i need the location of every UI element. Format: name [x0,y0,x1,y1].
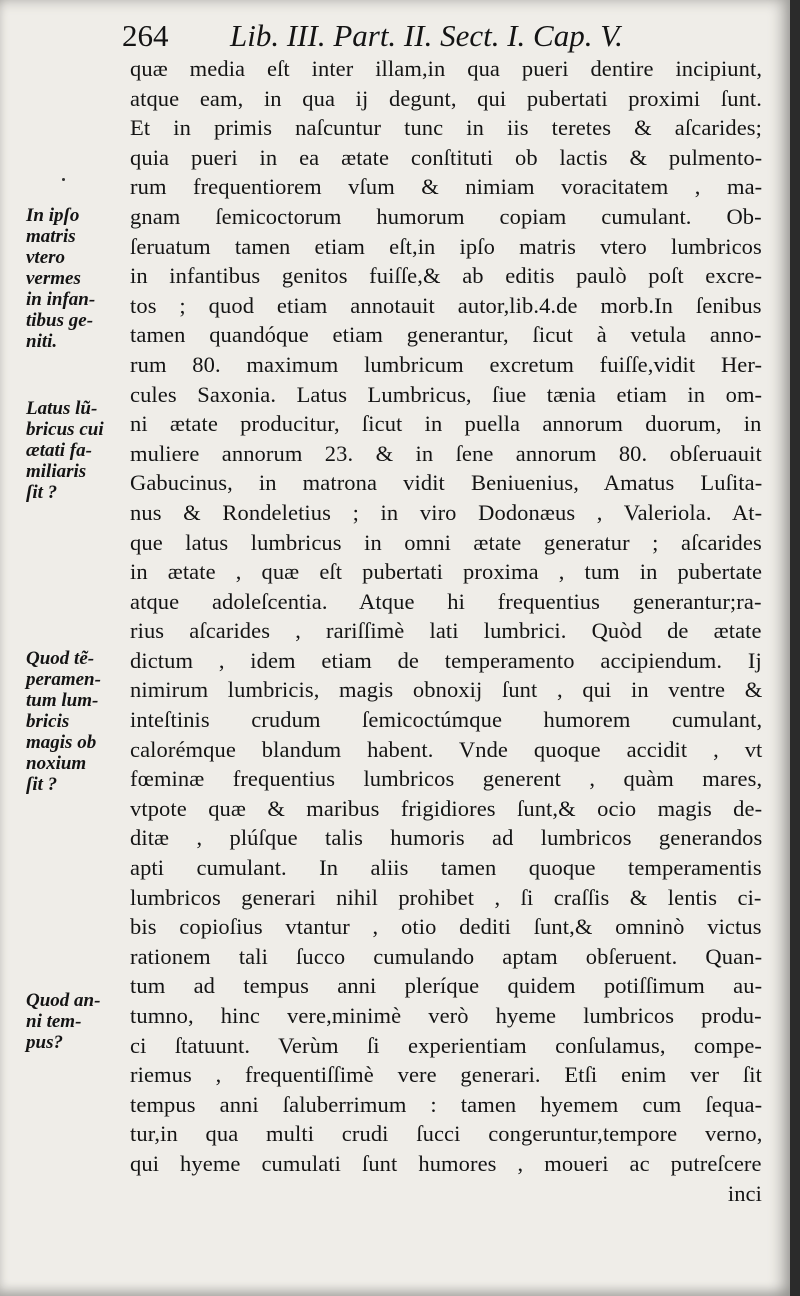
text-line: inteſtinis crudum ſemicoctúmque humorem cumulant, [130,707,763,733]
text-line: in ætate , quæ eſt pubertati proxima , tum in pubertate [130,559,763,585]
text-line: gnam ſemicoctorum humorum copiam cumulant. Ob- [130,203,762,229]
text-line: dictum , idem etiam de temperamento accipiendum. Ij [130,647,762,673]
text-line: qui hyeme cumulati ſunt humores , moueri ac putreſcere [130,1150,762,1176]
page-edge-shadow [790,0,800,1296]
text-line: ſeruatum tamen etiam eſt,in ipſo matris vtero lumbricos [130,233,762,259]
text-line: calorémque blandum habent. Vnde quoque accidit , vt [130,736,763,762]
text-line: quia pueri in ea ætate conſtituti ob lactis & pulmento- [130,144,763,170]
text-line: tur,in qua multi crudi ſucci congeruntur,tempore verno, [130,1121,763,1147]
text-line: bis copioſius vtantur , otio dediti ſunt,& omninò victus [130,914,762,940]
page-header [122,18,762,58]
text-line: rius aſcarides , rariſſimè lati lumbrici. Quòd de ætate [130,618,762,644]
text-line: muliere annorum 23. & in ſene annorum 80. obſeruauit [130,440,762,466]
text-line: in infantibus genitos fuiſſe,& ab editis paulò poſt excre- [130,263,763,289]
text-line: fœminæ frequentius lumbricos generent , quàm mares, [130,766,763,792]
text-line: nimirum lumbricis, magis obnoxij ſunt , qui in ventre & [130,677,763,703]
text-line: tos ; quod etiam annotauit autor,lib.4.de morb.In ſenibus [130,292,762,318]
margin-note-2: Latus lũ- bricus cui ætati fa- miliaris ſit ? [26,398,104,503]
text-line: riemus , frequentiſſimè vere generari. Etſi enim ver ſit [130,1062,762,1088]
text-line: quæ media eſt inter illam,in qua pueri dentire incipiunt, [130,56,763,81]
text-line: cules Saxonia. Latus Lumbricus, ſiue tænia etiam in om- [130,381,763,407]
text-line: tamen quandóque etiam generantur, ſicut à vetula anno- [130,322,762,348]
text-line: Et in primis naſcuntur tunc in iis teretes & aſcarides; [130,115,762,141]
text-line: lumbricos generari nihil prohibet , ſi craſſis & lentis ci- [130,884,762,910]
ink-speck [62,178,65,181]
text-line: ditæ , plúſque talis humoris ad lumbricos generandos [130,825,763,851]
text-line: rum 80. maximum lumbricum excretum fuiſſe,vidit Her- [130,351,763,377]
body-text [130,54,762,1208]
text-line: ni ætate producitur, ſicut in puella annorum duorum, in [130,411,762,437]
running-title: Lib. III. Part. II. Sect. I. Cap. V. [230,18,623,53]
margin-note-4: Quod an- ni tem- pus? [26,990,101,1053]
text-line: tempus anni ſaluberrimum : tamen hyemem cum ſequa- [130,1091,763,1117]
text-line: rum frequentiorem vſum & nimiam voracitatem , ma- [130,174,763,200]
text-line: apti cumulant. In aliis tamen quoque temperamentis [130,855,762,881]
margin-note-1: In ipſo matris vtero vermes in infan- tibus ge- niti. [26,205,96,352]
text-line: rationem tali ſucco cumulando aptam obſeruent. Quan- [130,943,763,969]
text-line: que latus lumbricus in omni ætate generatur ; aſcarides [130,529,762,555]
text-line: Gabucinus, in matrona vidit Beniuenius, Amatus Luſita- [130,470,763,496]
margin-note-3: Quod tẽ- peramen- tum lum- bricis magis ob noxium ſit ? [26,648,101,795]
text-line: nus & Rondeletius ; in viro Dodonæus , Valeriola. At- [130,499,763,525]
text-line: tum ad tempus anni pleríque quidem potiſſimum au- [130,973,763,999]
text-line: atque eam, in qua ij degunt, qui pubertati proximi ſunt. [130,85,762,111]
catchword: inci [727,1180,762,1206]
text-line: tumno, hinc vere,minimè verò hyeme lumbricos produ- [130,1003,762,1028]
text-line: atque adoleſcentia. Atque hi frequentius generantur;ra- [130,588,762,614]
text-line: vtpote quæ & maribus frigidiores ſunt,& ocio magis de- [130,795,763,821]
text-line: ci ſtatuunt. Verùm ſi experientiam conſulamus, compe- [130,1032,763,1058]
page-number: 264 [122,18,169,53]
